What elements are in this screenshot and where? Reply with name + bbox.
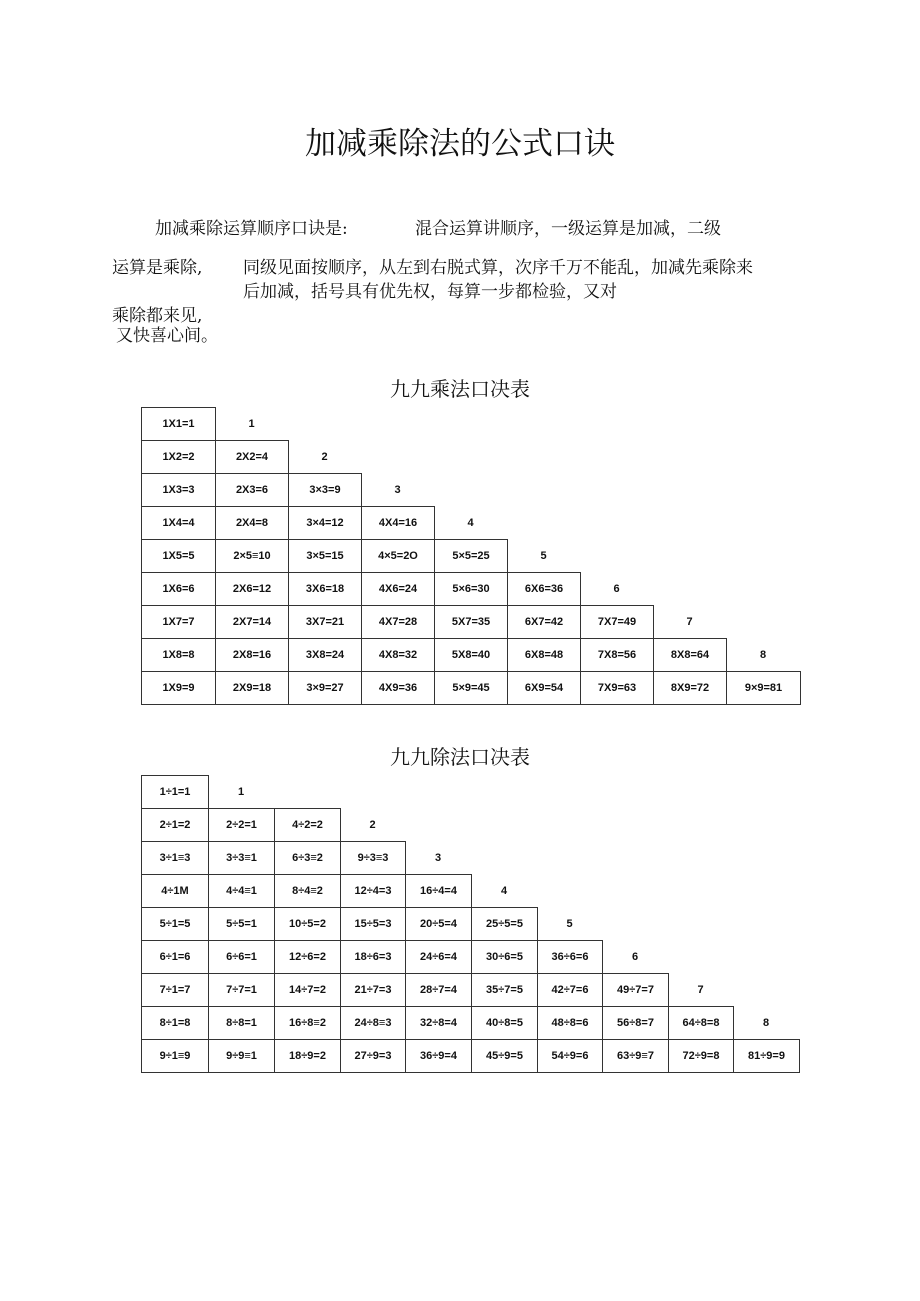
division-cell: 7÷7=1 xyxy=(208,973,275,1007)
division-cell: 8÷8=1 xyxy=(208,1006,275,1040)
division-cell: 9÷1≡9 xyxy=(141,1039,209,1073)
row-marker: 6 xyxy=(613,582,620,595)
multiplication-cell: 4X8=32 xyxy=(361,638,435,672)
multiplication-cell: 2X4=8 xyxy=(215,506,289,540)
division-cell: 4÷4≡1 xyxy=(208,874,275,908)
row-marker: 1 xyxy=(237,785,245,798)
row-marker: 5 xyxy=(540,549,547,562)
row-marker: 2 xyxy=(321,450,328,463)
division-cell: 16÷8≡2 xyxy=(274,1006,341,1040)
multiplication-cell: 4X7=28 xyxy=(361,605,435,639)
row-marker: 2 xyxy=(369,818,376,831)
division-cell: 10÷5=2 xyxy=(274,907,341,941)
multiplication-cell: 3X6=18 xyxy=(288,572,362,606)
multiplication-cell: 1X2=2 xyxy=(141,440,216,474)
division-cell: 9÷3≡3 xyxy=(340,841,406,875)
division-cell: 6÷6=1 xyxy=(208,940,275,974)
division-cell: 6÷3≡2 xyxy=(274,841,341,875)
multiplication-cell: 5×6=30 xyxy=(434,572,508,606)
division-cell: 9÷9≡1 xyxy=(208,1039,275,1073)
division-cell: 36÷6=6 xyxy=(537,940,603,974)
division-cell: 40÷8=5 xyxy=(471,1006,538,1040)
intro-line2-a: 运算是乘除, xyxy=(112,258,203,278)
row-marker: 7 xyxy=(686,615,693,628)
multiplication-cell: 8X8=64 xyxy=(653,638,727,672)
division-cell: 36÷9=4 xyxy=(405,1039,472,1073)
multiplication-cell: 7X9=63 xyxy=(580,671,654,705)
division-cell: 30÷6=5 xyxy=(471,940,538,974)
division-cell: 64÷8=8 xyxy=(668,1006,734,1040)
intro-line3: 后加减，括号具有优先权，每算一步都检验，又对 xyxy=(243,282,617,302)
multiplication-cell: 1X3=3 xyxy=(141,473,216,507)
row-marker: 7 xyxy=(697,983,704,996)
division-cell: 8÷4≡2 xyxy=(274,874,341,908)
division-cell: 18÷6=3 xyxy=(340,940,406,974)
multiplication-cell: 1X9=9 xyxy=(141,671,216,705)
division-cell: 35÷7=5 xyxy=(471,973,538,1007)
multiplication-cell: 7X7=49 xyxy=(580,605,654,639)
division-cell: 48÷8=6 xyxy=(537,1006,603,1040)
division-cell: 16÷4=4 xyxy=(405,874,472,908)
multiplication-cell: 1X7=7 xyxy=(141,605,216,639)
multiplication-cell: 6X9=54 xyxy=(507,671,581,705)
division-cell: 2÷2=1 xyxy=(208,808,275,842)
multiplication-cell: 4X9=36 xyxy=(361,671,435,705)
intro-line1-b: 混合运算讲顺序，一级运算是加减，二级 xyxy=(415,219,721,239)
row-marker: 4 xyxy=(467,516,474,529)
multiplication-cell: 2X7=14 xyxy=(215,605,289,639)
division-table-title: 九九除法口决表 xyxy=(390,747,530,769)
multiplication-cell: 3×9=27 xyxy=(288,671,362,705)
division-cell: 49÷7=7 xyxy=(602,973,669,1007)
multiplication-cell: 5×9=45 xyxy=(434,671,508,705)
multiplication-cell: 9×9=81 xyxy=(726,671,801,705)
division-cell: 81÷9=9 xyxy=(733,1039,800,1073)
division-cell: 72÷9=8 xyxy=(668,1039,734,1073)
multiplication-cell: 4×5=2O xyxy=(361,539,435,573)
multiplication-cell: 3X8=24 xyxy=(288,638,362,672)
division-cell: 14÷7=2 xyxy=(274,973,341,1007)
division-cell: 7÷1=7 xyxy=(141,973,209,1007)
division-cell: 2÷1=2 xyxy=(141,808,209,842)
division-cell: 3÷1≡3 xyxy=(141,841,209,875)
division-cell: 20÷5=4 xyxy=(405,907,472,941)
multiplication-cell: 4X4=16 xyxy=(361,506,435,540)
division-cell: 32÷8=4 xyxy=(405,1006,472,1040)
multiplication-cell: 6X6=36 xyxy=(507,572,581,606)
division-cell: 5÷5=1 xyxy=(208,907,275,941)
multiplication-cell: 3×3=9 xyxy=(288,473,362,507)
multiplication-cell: 1X4=4 xyxy=(141,506,216,540)
division-cell: 1÷1=1 xyxy=(141,775,209,809)
division-cell: 18÷9=2 xyxy=(274,1039,341,1073)
division-cell: 4÷2=2 xyxy=(274,808,341,842)
division-cell: 54÷9=6 xyxy=(537,1039,603,1073)
multiplication-cell: 6X8=48 xyxy=(507,638,581,672)
intro-line2-b: 同级见面按顺序，从左到右脱式算，次序千万不能乱，加减先乘除来 xyxy=(243,258,753,278)
division-cell: 24÷6=4 xyxy=(405,940,472,974)
multiplication-cell: 2X9=18 xyxy=(215,671,289,705)
row-marker: 3 xyxy=(394,483,401,496)
division-cell: 27÷9=3 xyxy=(340,1039,406,1073)
multiplication-cell: 7X8=56 xyxy=(580,638,654,672)
multiplication-cell: 2X6=12 xyxy=(215,572,289,606)
multiplication-cell: 6X7=42 xyxy=(507,605,581,639)
division-cell: 12÷6=2 xyxy=(274,940,341,974)
multiplication-cell: 2X3=6 xyxy=(215,473,289,507)
row-marker: 8 xyxy=(759,648,767,661)
multiplication-cell: 1X8=8 xyxy=(141,638,216,672)
division-cell: 21÷7=3 xyxy=(340,973,406,1007)
row-marker: 4 xyxy=(500,884,508,897)
page-title: 加减乘除法的公式口诀 xyxy=(305,126,615,162)
multiplication-cell: 5X7=35 xyxy=(434,605,508,639)
row-marker: 1 xyxy=(248,417,255,430)
multiplication-cell: 1X6=6 xyxy=(141,572,216,606)
division-cell: 15÷5=3 xyxy=(340,907,406,941)
multiplication-cell: 2X8=16 xyxy=(215,638,289,672)
intro-line1-a: 加减乘除运算顺序口诀是: xyxy=(155,219,348,239)
multiplication-cell: 1X5=5 xyxy=(141,539,216,573)
intro-line5: 又快喜心间。 xyxy=(116,326,218,346)
multiplication-cell: 3X7=21 xyxy=(288,605,362,639)
intro-line4: 乘除都来见, xyxy=(112,306,203,326)
division-cell: 42÷7=6 xyxy=(537,973,603,1007)
multiplication-cell: 1X1=1 xyxy=(141,407,216,441)
multiplication-cell: 3×5=15 xyxy=(288,539,362,573)
multiplication-cell: 2×5≡10 xyxy=(215,539,289,573)
division-cell: 28÷7=4 xyxy=(405,973,472,1007)
division-cell: 25÷5=5 xyxy=(471,907,538,941)
multiplication-table-title: 九九乘法口决表 xyxy=(390,379,530,401)
row-marker: 5 xyxy=(566,917,573,930)
row-marker: 6 xyxy=(631,950,639,963)
division-cell: 12÷4=3 xyxy=(340,874,406,908)
multiplication-cell: 3×4=12 xyxy=(288,506,362,540)
row-marker: 8 xyxy=(762,1016,770,1029)
division-cell: 45÷9=5 xyxy=(471,1039,538,1073)
division-cell: 5÷1=5 xyxy=(141,907,209,941)
division-cell: 56÷8=7 xyxy=(602,1006,669,1040)
division-cell: 63÷9≡7 xyxy=(602,1039,669,1073)
multiplication-cell: 5X8=40 xyxy=(434,638,508,672)
division-cell: 6÷1=6 xyxy=(141,940,209,974)
multiplication-cell: 5×5=25 xyxy=(434,539,508,573)
multiplication-cell: 2X2=4 xyxy=(215,440,289,474)
division-cell: 3÷3≡1 xyxy=(208,841,275,875)
division-cell: 4÷1M xyxy=(141,874,209,908)
row-marker: 3 xyxy=(434,851,442,864)
division-cell: 24÷8≡3 xyxy=(340,1006,406,1040)
multiplication-cell: 8X9=72 xyxy=(653,671,727,705)
multiplication-cell: 4X6=24 xyxy=(361,572,435,606)
division-cell: 8÷1=8 xyxy=(141,1006,209,1040)
